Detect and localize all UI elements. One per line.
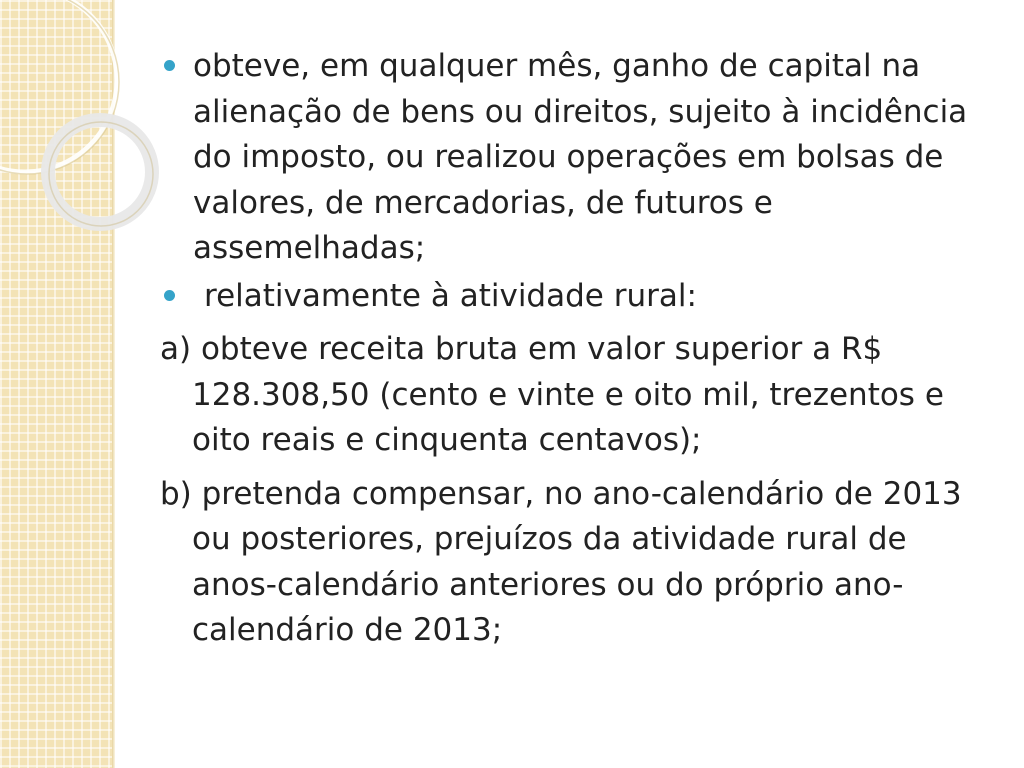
bullet-item	[160, 274, 980, 320]
bullet-dot-icon	[164, 60, 175, 71]
list-item-b	[160, 472, 980, 654]
bullet-text: obteve, em qualquer mês, ganho de capital na alienação de bens ou direitos, sujeito à incidência do imposto, ou realizou operações em bolsas de valores, de mercadorias, de futuros e assemelhadas;	[193, 48, 968, 266]
bullet-text: relativamente à atividade rural:	[204, 277, 697, 314]
decorative-rings	[0, 0, 160, 260]
item-text: b) pretenda compensar, no ano-calendário de 2013 ou posteriores, prejuízos da atividade rural de anos-calendário anteriores ou do próprio ano-calendário de 2013;	[160, 475, 962, 648]
bullet-dot-icon	[164, 290, 175, 301]
list-item-a	[160, 327, 980, 464]
item-text: a) obteve receita bruta em valor superior a R$ 128.308,50 (cento e vinte e oito mil, trezentos e oito reais e cinquenta centavos);	[160, 331, 944, 458]
bullet-item	[160, 44, 980, 272]
slide-body	[160, 44, 980, 654]
